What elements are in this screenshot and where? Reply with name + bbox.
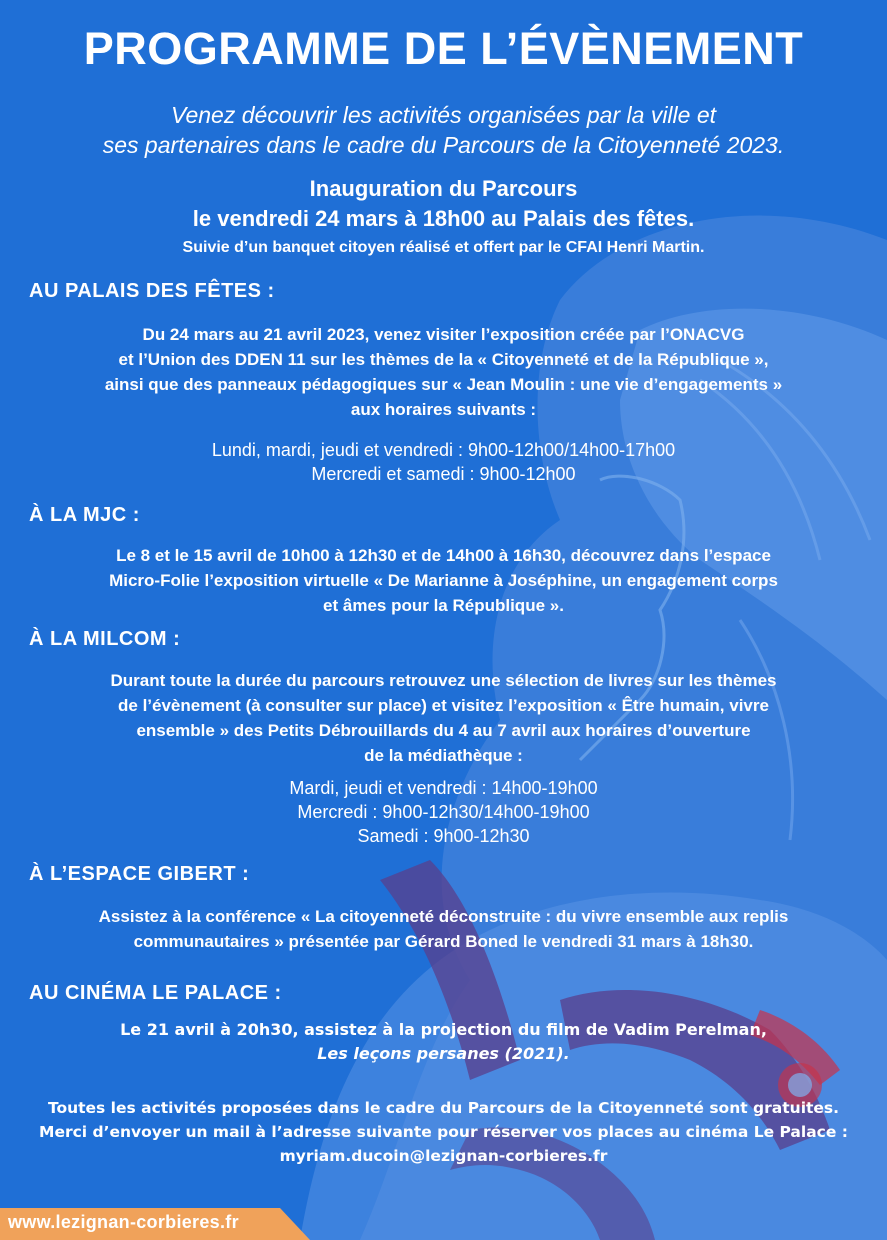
section-heading-mjc: À LA MJC :	[29, 504, 140, 526]
cinema-description	[10, 1018, 877, 1066]
palais-description	[10, 322, 877, 422]
palais-line: aux horaires suivants :	[350, 400, 537, 419]
film-title: Les leçons persanes (2021).	[317, 1044, 570, 1063]
milcom-line: de l’évènement (à consulter sur place) et visitez l’exposition « Être humain, vivre	[118, 696, 769, 715]
gibert-line: communautaires » présentée par Gérard Boned le vendredi 31 mars à 18h30.	[133, 932, 754, 951]
mjc-line: Le 8 et le 15 avril de 10h00 à 12h30 et de 14h00 à 16h30, découvrez dans l’espace	[116, 546, 771, 565]
mjc-line: Micro-Folie l’exposition virtuelle « De Marianne à Joséphine, un engagement corps	[109, 571, 778, 590]
hours-line: Mardi, jeudi et vendredi : 14h00-19h00	[289, 778, 598, 798]
hours-line: Samedi : 9h00-12h30	[357, 826, 530, 846]
cinema-line: Le 21 avril à 20h30, assistez à la projection du film de Vadim Perelman,	[120, 1020, 767, 1039]
milcom-hours	[0, 776, 887, 848]
intro-line: ses partenaires dans le cadre du Parcours de la Citoyenneté 2023.	[102, 132, 785, 158]
closing-line: Merci d’envoyer un mail à l’adresse suivante pour réserver vos places au cinéma Le Palace :	[39, 1123, 848, 1141]
page-title: PROGRAMME DE L’ÉVÈNEMENT	[83, 23, 804, 74]
hours-line: Mercredi : 9h00-12h30/14h00-19h00	[297, 802, 590, 822]
milcom-description	[10, 668, 877, 768]
contact-email[interactable]: myriam.ducoin@lezignan-corbieres.fr	[279, 1147, 608, 1165]
inauguration-block	[0, 174, 887, 234]
inauguration-title: Inauguration du Parcours	[309, 176, 578, 201]
palais-line: ainsi que des panneaux pédagogiques sur « Jean Moulin : une vie d’engagements »	[104, 375, 783, 394]
palais-hours	[0, 438, 887, 486]
milcom-line: ensemble » des Petits Débrouillards du 4 au 7 avril aux horaires d’ouverture	[136, 721, 751, 740]
section-heading-cinema: AU CINÉMA LE PALACE :	[29, 982, 282, 1004]
inauguration-date: le vendredi 24 mars à 18h00 au Palais des fêtes.	[192, 206, 695, 231]
palais-line: Du 24 mars au 21 avril 2023, venez visiter l’exposition créée par l’ONACVG	[142, 325, 745, 344]
hours-line: Mercredi et samedi : 9h00-12h00	[311, 464, 576, 484]
closing-text	[10, 1096, 877, 1168]
section-heading-milcom: À LA MILCOM :	[29, 628, 181, 650]
gibert-description	[10, 904, 877, 954]
mjc-description	[10, 543, 877, 618]
gibert-line: Assistez à la conférence « La citoyenneté déconstruite : du vivre ensemble aux replis	[98, 907, 789, 926]
closing-line: Toutes les activités proposées dans le cadre du Parcours de la Citoyenneté sont gratuites.	[47, 1099, 840, 1117]
inauguration-subtitle: Suivie d’un banquet citoyen réalisé et offert par le CFAI Henri Martin.	[182, 239, 705, 256]
website-link[interactable]: www.lezignan-corbieres.fr	[8, 1212, 239, 1232]
intro-line: Venez découvrir les activités organisées par la ville et	[170, 102, 717, 128]
milcom-line: de la médiathèque :	[364, 746, 523, 765]
hours-line: Lundi, mardi, jeudi et vendredi : 9h00-12h00/14h00-17h00	[211, 440, 676, 460]
milcom-line: Durant toute la durée du parcours retrouvez une sélection de livres sur les thèmes	[110, 671, 777, 690]
section-heading-palais: AU PALAIS DES FÊTES :	[29, 280, 275, 302]
section-heading-gibert: À L’ESPACE GIBERT :	[29, 863, 250, 885]
palais-line: et l’Union des DDEN 11 sur les thèmes de la « Citoyenneté et de la République »,	[118, 350, 769, 369]
mjc-line: et âmes pour la République ».	[323, 596, 564, 615]
intro-text	[20, 100, 867, 160]
